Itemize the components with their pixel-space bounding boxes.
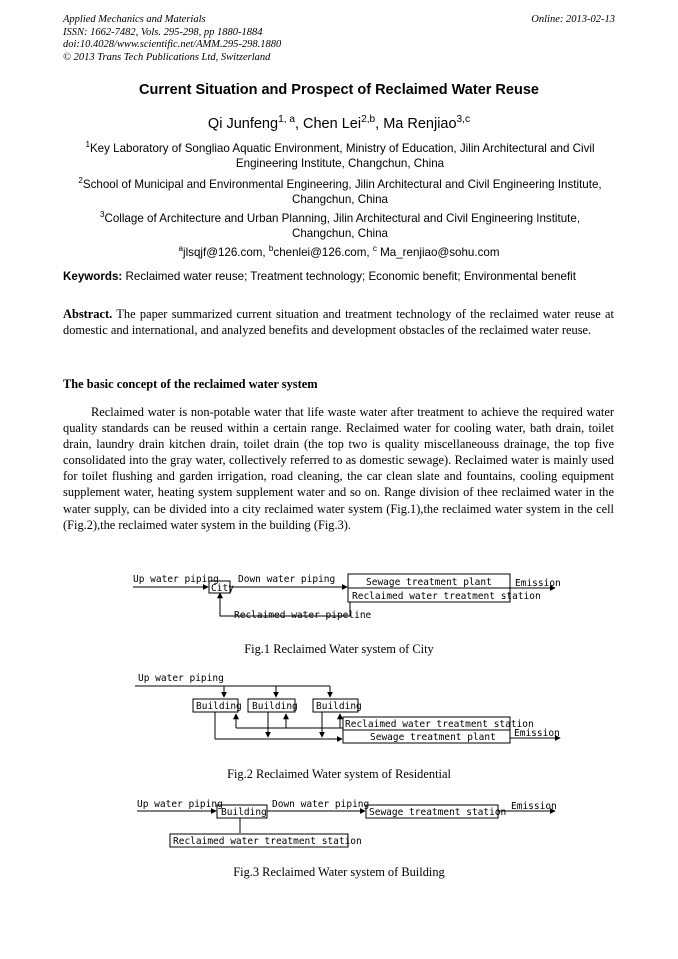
fig3-sewage-station-label: Sewage treatment station <box>369 807 507 818</box>
affiliation-text: Collage of Architecture and Urban Planning, Jilin Architectural and Civil Engineering Institute, Changchun, China <box>104 212 581 240</box>
fig2-building-label: Building <box>196 701 242 712</box>
figure-3-caption: Fig.3 Reclaimed Water system of Building <box>233 865 445 879</box>
fig3-up-water-label: Up water piping <box>137 799 223 810</box>
fig1-city-label: City <box>211 583 234 594</box>
author-name: Ma Renjiao <box>383 116 457 132</box>
issn-line: ISSN: 1662-7482, Vols. 295-298, pp 1880-1884 <box>63 26 263 38</box>
keywords-label: Keywords: <box>63 270 123 283</box>
affiliation-text: Key Laboratory of Songliao Aquatic Environment, Ministry of Education, Jilin Architectural and Civil Engineering Institute, Changchun, China <box>89 142 595 170</box>
email-address: chenlei@126.com, <box>273 246 373 259</box>
fig2-emission-label: Emission <box>514 728 560 739</box>
affiliation-marker: 2 <box>78 176 83 186</box>
fig1-pipeline-label: Reclaimed water pipeline <box>234 610 372 621</box>
doi-line: doi:10.4028/www.scientific.net/AMM.295-298.1880 <box>63 39 282 50</box>
figure-2-diagram <box>135 686 560 743</box>
affiliation-text: School of Municipal and Environmental Engineering, Jilin Architectural and Civil Engineering Institute, Changchun, China <box>82 178 602 206</box>
email-address: Ma_renjiao@sohu.com <box>376 246 500 259</box>
email-address: jlsqjf@126.com, <box>183 246 269 259</box>
fig2-sewage-label: Sewage treatment plant <box>370 732 496 743</box>
fig1-down-water-label: Down water piping <box>238 574 336 585</box>
fig2-building-label: Building <box>316 701 362 712</box>
copyright-line: © 2013 Trans Tech Publications Ltd, Switzerland <box>63 51 271 63</box>
paper-title: Current Situation and Prospect of Reclaimed Water Reuse <box>139 82 539 98</box>
fig2-reclaimed-station-label: Reclaimed water treatment station <box>345 719 534 730</box>
abstract-text: The paper summarized current situation and treatment technology of the reclaimed water reuse at domestic and international, and analyzed benefits and development obstacles of the reclaimed water reuse. <box>63 307 614 337</box>
fig1-reclaimed-station-label: Reclaimed water treatment station <box>352 591 541 602</box>
email-marker: c <box>372 244 377 254</box>
fig2-building-label: Building <box>252 701 298 712</box>
journal-name: Applied Mechanics and Materials <box>63 14 206 25</box>
author-separator: , <box>294 116 304 132</box>
fig2-up-water-label: Up water piping <box>138 673 224 684</box>
author-name: Chen Lei <box>303 116 362 132</box>
email-marker: a <box>178 244 183 254</box>
fig1-emission-label: Emission <box>515 578 561 589</box>
author-superscript: 1, a <box>278 114 295 126</box>
fig3-building-label: Building <box>221 807 267 818</box>
fig1-up-water-label: Up water piping <box>133 574 219 585</box>
keywords-text: Reclaimed water reuse; Treatment technology; Economic benefit; Environmental benefit <box>122 270 576 283</box>
fig3-down-water-label: Down water piping <box>272 799 370 810</box>
author-separator: , <box>375 116 384 132</box>
affiliation-marker: 3 <box>99 210 105 220</box>
fig3-emission-label: Emission <box>511 801 557 812</box>
author-superscript: 3,c <box>456 114 471 126</box>
affiliation-marker: 1 <box>85 140 90 150</box>
author-superscript: 2,b <box>361 114 376 126</box>
figure-1-caption: Fig.1 Reclaimed Water system of City <box>244 642 434 656</box>
figure-2-caption: Fig.2 Reclaimed Water system of Residential <box>227 767 451 781</box>
fig3-reclaimed-station-label: Reclaimed water treatment station <box>173 836 362 847</box>
author-name: Qi Junfeng <box>207 116 279 132</box>
online-date: Online: 2013-02-13 <box>531 14 615 25</box>
section-heading: The basic concept of the reclaimed water system <box>63 377 318 391</box>
body-paragraph: Reclaimed water is non-potable water that life waste water after treatment to achieve the required water quality standards can be reused within a certain range. Reclaimed water for cooling water, bath drain, toilet drain, laundry drain kitchen drain, toilet drain (the top two is quality miscellaneouss drainage, the top five consolidated into the gray water, collectively referred to as domestic sewage). Reclaimed water is mainly used for toilet flushing and garden irrigation, road cleaning, the car clean slate and fountains, cooling equipment supplement water, heating system supplement water and so on. Range division of thee reclaimed water in the water supply, can be divided into a city reclaimed water system (Fig.1),the reclaimed water system in the cell (Fig.2),the reclaimed water system in the building (Fig.3). <box>63 405 614 532</box>
abstract-label: Abstract. <box>63 307 113 321</box>
fig1-sewage-label: Sewage treatment plant <box>366 577 492 588</box>
email-marker: b <box>268 244 274 254</box>
